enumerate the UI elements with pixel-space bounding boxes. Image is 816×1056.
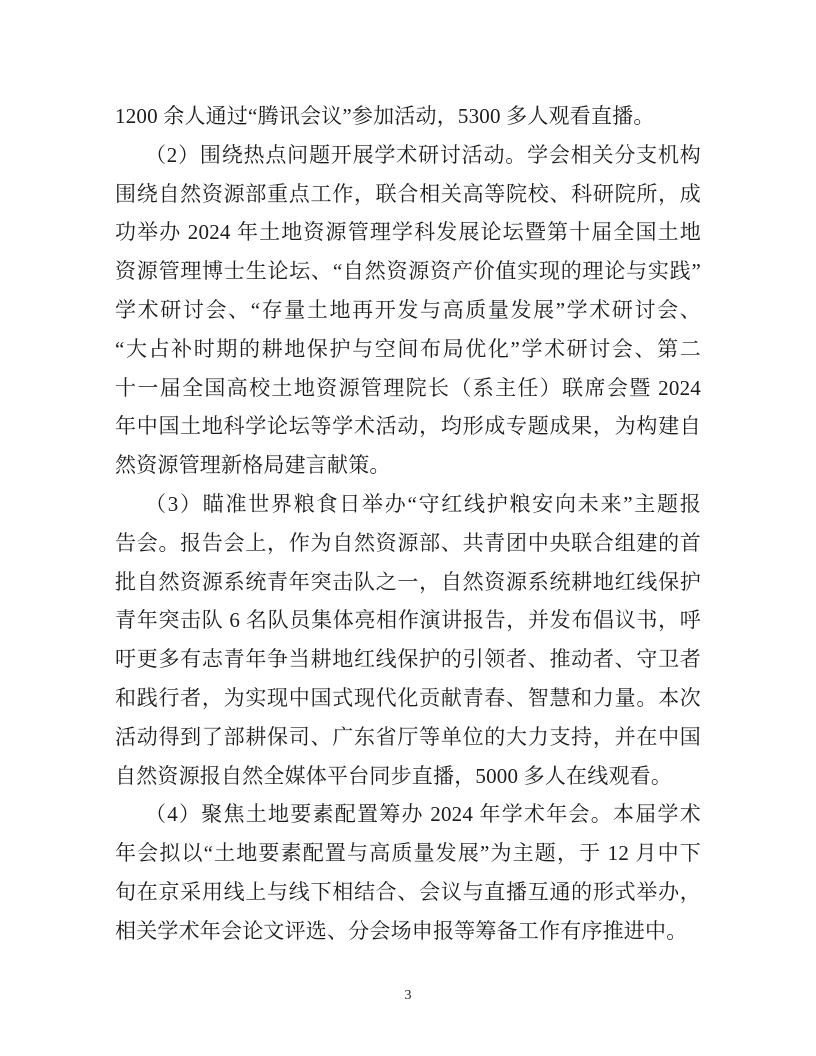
paragraph-4 [115, 795, 701, 950]
text-line: 1200 余人通过“腾讯会议”参加活动，5300 多人观看直播。 [115, 104, 655, 128]
text-line: （3）瞄准世界粮食日举办“守红线护粮安向未来”主题报 [145, 491, 701, 516]
text-line: 告会。报告会上，作为自然资源部、共青团中央联合组建的首 [115, 530, 701, 555]
paragraph-3 [115, 485, 701, 795]
text-line: 资源管理博士生论坛、“自然资源资产价值实现的理论与实践” [115, 259, 701, 284]
text-line: 和践行者，为实现中国式现代化贡献青春、智慧和力量。本次 [115, 685, 701, 710]
text-line: 然资源管理新格局建言献策。 [115, 453, 391, 478]
text-line: 青年突击队 6 名队员集体亮相作演讲报告，并发布倡议书，呼 [115, 608, 701, 633]
text-line: 批自然资源系统青年突击队之一，自然资源系统耕地红线保护 [115, 569, 701, 594]
text-line: （4）聚焦土地要素配置筹办 2024 年学术年会。本届学术 [145, 802, 701, 827]
paragraph-1 [115, 97, 701, 136]
text-line: 十一届全国高校土地资源管理院长（系主任）联席会暨 2024 [115, 375, 701, 400]
text-line: 功举办 2024 年土地资源管理学科发展论坛暨第十届全国土地 [115, 220, 701, 245]
text-line: “大占补时期的耕地保护与空间布局优化”学术研讨会、第二 [115, 336, 701, 361]
document-body [115, 97, 701, 951]
paragraph-2 [115, 136, 701, 485]
text-line: 学术研讨会、“存量土地再开发与高质量发展”学术研讨会、 [115, 297, 701, 322]
text-line: 吁更多有志青年争当耕地红线保护的引领者、推动者、守卫者 [115, 647, 701, 672]
text-line: 活动得到了部耕保司、广东省厅等单位的大力支持，并在中国 [115, 724, 701, 749]
text-line: 年中国土地科学论坛等学术活动，均形成专题成果，为构建自 [115, 414, 701, 439]
text-line: 围绕自然资源部重点工作，联合相关高等院校、科研院所，成 [115, 181, 701, 206]
text-line: （2）围绕热点问题开展学术研讨活动。学会相关分支机构 [145, 142, 701, 167]
text-line: 年会拟以“土地要素配置与高质量发展”为主题，于 12 月中下 [115, 841, 701, 866]
text-line: 相关学术年会论文评选、分会场申报等筹备工作有序推进中。 [115, 918, 688, 943]
text-line: 旬在京采用线上与线下相结合、会议与直播互通的形式举办， [115, 879, 701, 904]
page-number: 3 [404, 988, 412, 1003]
text-line: 自然资源报自然全媒体平台同步直播，5000 多人在线观看。 [115, 763, 673, 788]
